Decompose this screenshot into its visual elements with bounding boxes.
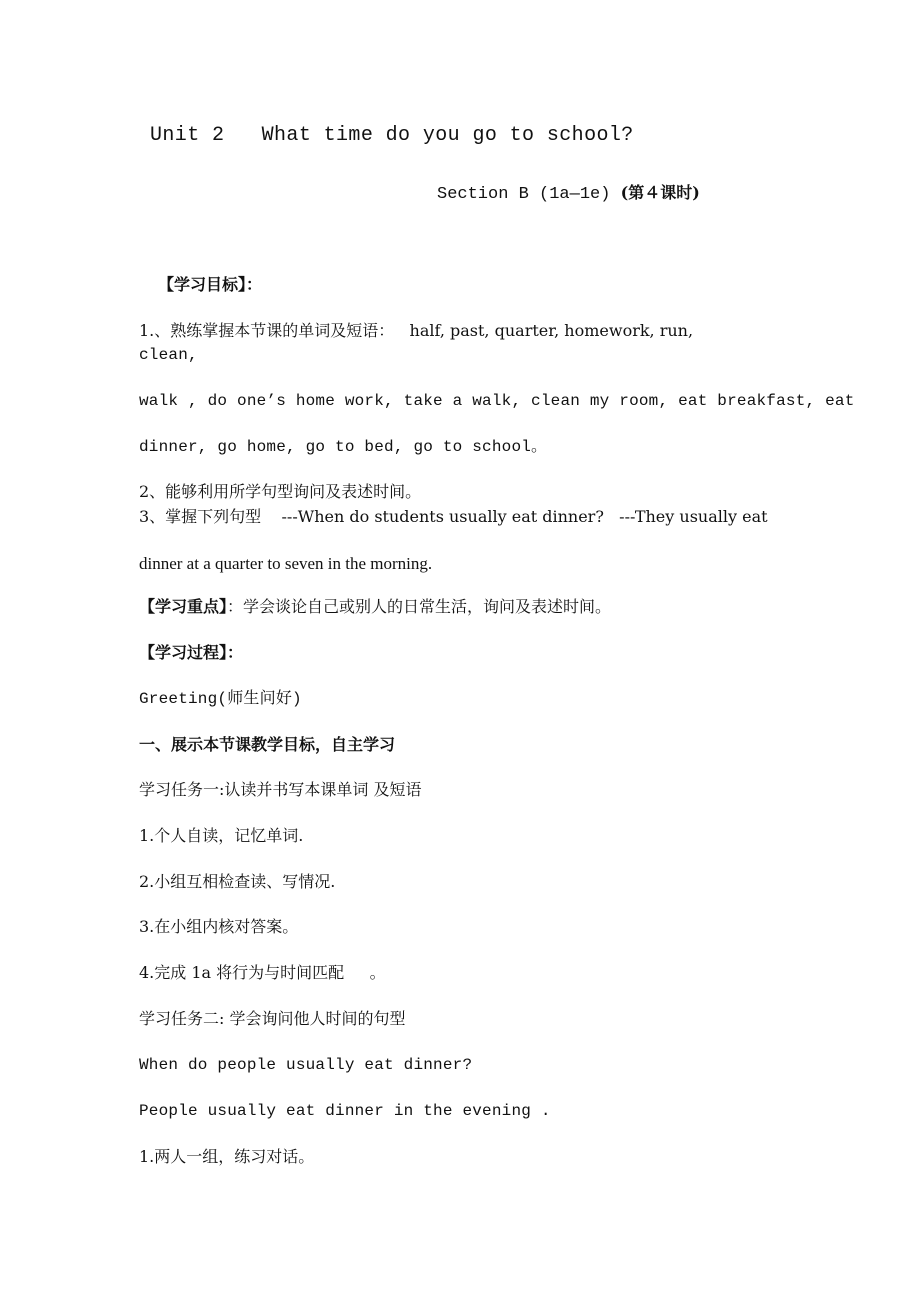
objectives-heading: 【学习目标】： (158, 275, 263, 294)
objective-1-line-4: dinner, go home, go to bed, go to school。 (139, 438, 548, 456)
objective-3-line-2: dinner at a quarter to seven in the morning. (139, 554, 433, 573)
section-subtitle (437, 185, 700, 203)
objective-3-line-1: 3、掌握下列句型 ---When do students usually eat dinner? ---They usually eat (139, 507, 768, 526)
example-question: When do people usually eat dinner? (139, 1056, 473, 1074)
task-1-step-3: 3.在小组内核对答案。 (139, 917, 299, 936)
task-2-title: 学习任务二: 学会询问他人时间的句型 (139, 1009, 406, 1028)
objective-1-line-1: 1.、熟练掌握本节课的单词及短语： half, past, quarter, homework, run, (139, 321, 694, 340)
focus-text: ：学会谈论自己或别人的日常生活，询问及表述时间。 (227, 597, 612, 616)
process-heading: 【学习过程】： (139, 643, 244, 662)
part-1-heading: 一、展示本节课教学目标，自主学习 (139, 735, 396, 754)
subtitle-section: Section B (1a—1e) (437, 185, 621, 204)
objective-1-line-3: walk , do one’s home work, take a walk, clean my room, eat breakfast, eat (139, 392, 855, 410)
objective-2: 2、能够利用所学句型询问及表述时间。 (139, 482, 422, 501)
example-answer: People usually eat dinner in the evening . (139, 1102, 551, 1120)
task-1-step-1: 1.个人自读，记忆单词. (139, 826, 304, 845)
task-1-step-2: 2.小组互相检查读、写情况. (139, 872, 336, 891)
focus-line (139, 599, 611, 615)
task-1-step-4: 4.完成 1a 将行为与时间匹配 。 (139, 963, 386, 982)
task-1-title: 学习任务一:认读并书写本课单词 及短语 (139, 780, 422, 799)
greeting-line: Greeting(师生问好) (139, 690, 302, 708)
page-title: Unit 2 What time do you go to school? (150, 124, 634, 147)
subtitle-lesson: (第４课时) (620, 183, 700, 202)
focus-heading: 【学习重点】 (139, 597, 228, 616)
objective-1-line-2: clean, (139, 346, 198, 364)
task-2-step-1: 1.两人一组，练习对话。 (139, 1147, 315, 1166)
